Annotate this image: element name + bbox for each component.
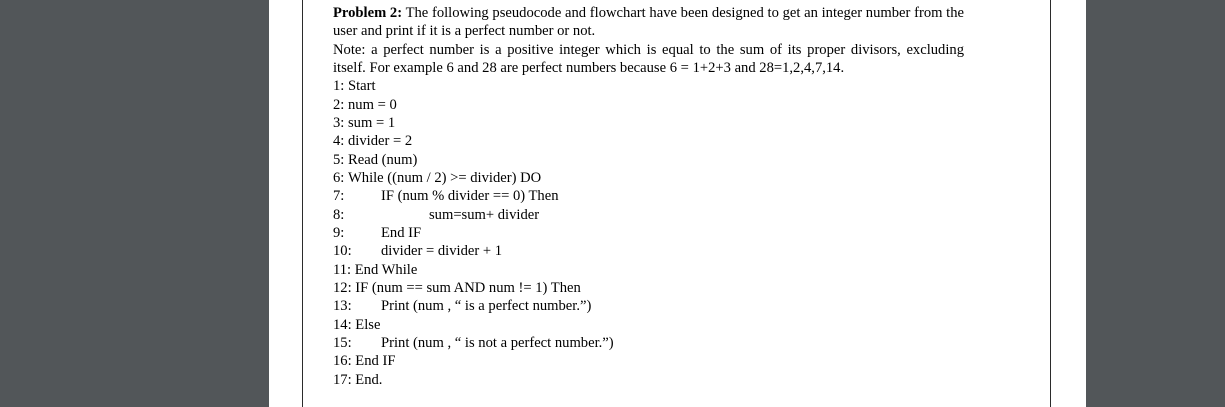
line-number: 5: xyxy=(333,151,348,168)
line-text: num = 0 xyxy=(348,96,397,113)
line-number: 2: xyxy=(333,96,348,113)
code-line xyxy=(333,132,964,150)
document-page xyxy=(302,0,1051,407)
code-line xyxy=(333,77,964,95)
line-number: 1: xyxy=(333,78,348,95)
code-line xyxy=(333,206,964,224)
line-text: End IF xyxy=(355,353,396,370)
line-number: 14: xyxy=(333,316,356,333)
line-text: divider = 2 xyxy=(348,133,413,150)
line-text: End While xyxy=(354,261,418,278)
problem-statement xyxy=(333,4,964,41)
line-text: sum = 1 xyxy=(348,114,396,131)
line-text: End IF xyxy=(381,224,422,241)
code-line xyxy=(333,261,964,279)
line-text: Print (num , “ is not a perfect number.”) xyxy=(381,335,614,351)
line-text: Read (num) xyxy=(348,151,418,168)
code-line xyxy=(333,242,964,260)
code-line xyxy=(333,297,964,315)
code-line xyxy=(333,169,964,187)
code-line xyxy=(333,114,964,132)
line-text: End. xyxy=(355,371,383,388)
line-number: 3: xyxy=(333,114,348,131)
line-text: IF (num % divider == 0) Then xyxy=(381,188,559,205)
line-text: Print (num , “ is a perfect number.”) xyxy=(381,298,592,315)
line-number: 4: xyxy=(333,133,348,150)
code-line xyxy=(333,187,964,205)
code-line xyxy=(333,371,964,389)
code-line xyxy=(333,334,964,352)
line-number: 10: xyxy=(333,243,352,260)
line-text: IF (num == sum AND num != 1) Then xyxy=(355,279,581,296)
line-text: Start xyxy=(348,78,376,95)
line-number: 9: xyxy=(333,224,345,241)
line-text: Else xyxy=(355,316,381,333)
line-number: 6: xyxy=(333,169,348,186)
line-number: 11: xyxy=(333,261,355,278)
line-number: 15: xyxy=(333,335,352,351)
line-text: divider = divider + 1 xyxy=(381,243,503,260)
line-number: 17: xyxy=(333,371,356,388)
code-line xyxy=(333,279,964,297)
line-number: 12: xyxy=(333,279,356,296)
code-line xyxy=(333,224,964,242)
line-number: 16: xyxy=(333,353,356,370)
line-number: 13: xyxy=(333,298,352,315)
line-number: 7: xyxy=(333,188,345,205)
code-line xyxy=(333,96,964,114)
code-line xyxy=(333,352,964,370)
pseudocode-block xyxy=(333,77,964,389)
code-line xyxy=(333,316,964,334)
code-line xyxy=(333,151,964,169)
problem-heading: Problem 2: xyxy=(333,5,403,21)
line-text: While ((num / 2) >= divider) DO xyxy=(348,169,542,186)
problem-text: The following pseudocode and flowchart have been designed to get an integer number from the user and print if it is a perfect number or not. xyxy=(333,5,965,40)
page-content xyxy=(333,4,964,389)
line-text: sum=sum+ divider xyxy=(429,206,540,223)
problem-note: Note: a perfect number is a positive integer which is equal to the sum of its proper divisors, excluding itself. For example 6 and 28 are perfect numbers because 6 = 1+2+3 and 28=1,2,4,7,14. xyxy=(333,41,964,76)
line-number: 8: xyxy=(333,206,345,223)
